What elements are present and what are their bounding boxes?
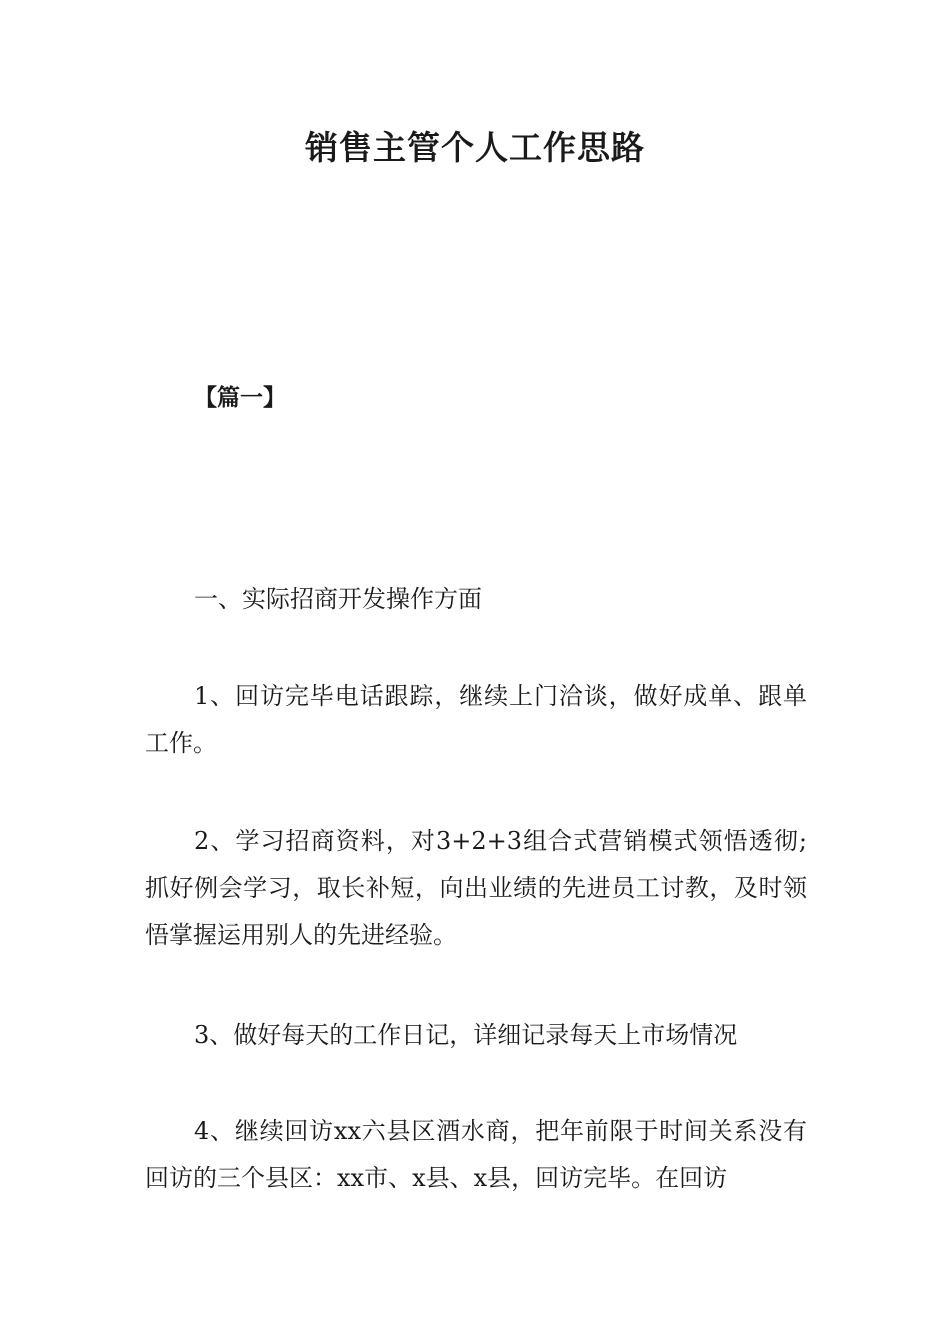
section-heading: 一、实际招商开发操作方面 <box>194 585 482 613</box>
document-title: 销售主管个人工作思路 <box>305 128 645 167</box>
section-marker: 【篇一】 <box>194 384 286 411</box>
paragraph-item-1: 1、回访完毕电话跟踪，继续上门洽谈，做好成单、跟单工作。 <box>145 682 807 757</box>
paragraph-item-4: 4、继续回访xx六县区酒水商，把年前限于时间关系没有回访的三个县区：xx市、x县、x县，回访完毕。在回访 <box>145 1117 807 1192</box>
paragraph-item-3: 3、做好每天的工作日记，详细记录每天上市场情况 <box>194 1021 738 1049</box>
paragraph-item-2: 2、学习招商资料，对3+2+3组合式营销模式领悟透彻;抓好例会学习，取长补短，向出业绩的先进员工讨教，及时领悟掌握运用别人的先进经验。 <box>145 827 807 949</box>
